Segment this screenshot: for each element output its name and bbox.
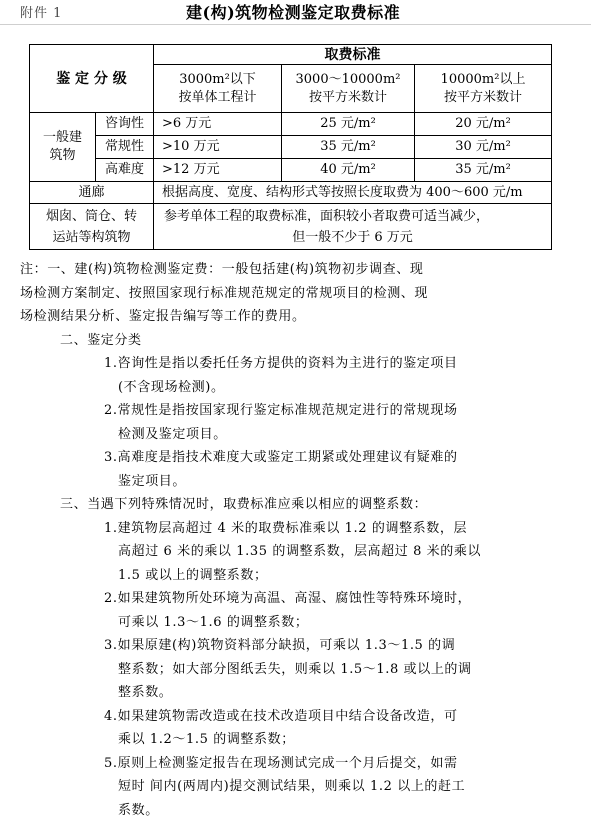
attachment-label: 附件 1	[20, 2, 62, 21]
row-routine-c2: 35 元/m²	[282, 136, 415, 159]
col2-header	[282, 65, 415, 113]
row-routine-c3: 30 元/m²	[415, 136, 552, 159]
note-3-item1-line2: 高超过 6 米的乘以 1.35 的调整系数，层高超过 8 米的乘以	[48, 540, 548, 564]
document-title: 建(构)筑物检测鉴定取费标准	[186, 0, 400, 23]
row-label-consult: 咨询性	[96, 113, 154, 136]
fee-standard-table	[29, 44, 552, 250]
note-2-item1-line1: 1.咨询性是指以委托任务方提供的资料为主进行的鉴定项目	[48, 352, 548, 376]
chimney-text-line1: 参考单体工程的取费标准，面积较小者取费可适当减少，	[156, 206, 549, 227]
col1-header-line1: 3000m²以下	[156, 71, 279, 89]
col2-header-line1: 3000～10000m²	[284, 71, 412, 89]
note-3-item4-line2: 乘以 1.2～1.5 的调整系数；	[48, 728, 548, 752]
col3-header-line2: 按平方米数计	[417, 89, 549, 107]
chimney-label	[30, 204, 154, 250]
note-3-title: 三、当遇下列特殊情况时，取费标准应乘以相应的调整系数：	[48, 493, 548, 517]
chimney-text-line2: 但一般不少于 6 万元	[156, 227, 549, 248]
note-2-title: 二、鉴定分类	[48, 329, 548, 353]
col3-header-line1: 10000m²以上	[417, 71, 549, 89]
note-2-item2-line2: 检测及鉴定项目。	[48, 423, 548, 447]
note-3-item4-line1: 4.如果建筑物需改造或在技术改造项目中结合设备改造，可	[48, 705, 548, 729]
col1-header	[154, 65, 282, 113]
note-3-item5-line1: 5.原则上检测鉴定报告在现场测试完成一个月后提交，如需	[48, 752, 548, 776]
note-3-item2-line1: 2.如果建筑物所处环境为高温、高湿、腐蚀性等特殊环境时，	[48, 587, 548, 611]
col3-header	[415, 65, 552, 113]
note-3-item2-line2: 可乘以 1.3～1.6 的调整系数；	[48, 611, 548, 635]
corridor-label: 通廊	[30, 182, 154, 204]
note-3-item1-line1: 1.建筑物层高超过 4 米的取费标准乘以 1.2 的调整系数，层	[48, 517, 548, 541]
chimney-text	[154, 204, 552, 250]
note-3-item5-line2: 短时 间内(两周内)提交测试结果，则乘以 1.2 以上的赶工	[48, 775, 548, 799]
row-consult-c1: >6 万元	[154, 113, 282, 136]
note-3-item3-line1: 3.如果原建(构)筑物资料部分缺损，可乘以 1.3～1.5 的调	[48, 634, 548, 658]
general-building-label: 一般建筑物	[30, 113, 96, 182]
note-2-item3-line1: 3.高难度是指技术难度大或鉴定工期紧或处理建议有疑难的	[48, 446, 548, 470]
fee-standard-header: 取费标准	[154, 45, 552, 65]
note-2-item1-line2: (不含现场检测)。	[48, 376, 548, 400]
note-3-item3-line3: 整系数。	[48, 681, 548, 705]
note-1-line2: 场检测方案制定、按照国家现行标准规范规定的常规项目的检测、现	[20, 282, 548, 306]
col2-header-line2: 按平方米数计	[284, 89, 412, 107]
chimney-label-line1: 烟囱、筒仓、转	[32, 206, 151, 227]
note-1-line1: 注：一、建(构)筑物检测鉴定费：一般包括建(构)筑物初步调查、现	[20, 258, 548, 282]
header-rule	[0, 24, 591, 25]
row-routine-c1: >10 万元	[154, 136, 282, 159]
row-consult-c3: 20 元/m²	[415, 113, 552, 136]
note-3-item5-line3: 系数。	[48, 799, 548, 822]
row-label-difficult: 高难度	[96, 159, 154, 182]
notes-section	[48, 258, 548, 822]
row-difficult-c3: 35 元/m²	[415, 159, 552, 182]
grade-header: 鉴 定 分 级	[30, 45, 154, 113]
note-2-item2-line1: 2.常规性是指按国家现行鉴定标准规范规定进行的常规现场	[48, 399, 548, 423]
corridor-text: 根据高度、宽度、结构形式等按照长度取费为 400～600 元/m	[154, 182, 552, 204]
chimney-label-line2: 运站等构筑物	[32, 227, 151, 248]
note-3-item1-line3: 1.5 或以上的调整系数；	[48, 564, 548, 588]
row-difficult-c1: >12 万元	[154, 159, 282, 182]
row-consult-c2: 25 元/m²	[282, 113, 415, 136]
note-3-item3-line2: 整系数；如大部分图纸丢失，则乘以 1.5～1.8 或以上的调	[48, 658, 548, 682]
note-2-item3-line2: 鉴定项目。	[48, 470, 548, 494]
note-1-line3: 场检测结果分析、鉴定报告编写等工作的费用。	[20, 305, 548, 329]
col1-header-line2: 按单体工程计	[156, 89, 279, 107]
row-difficult-c2: 40 元/m²	[282, 159, 415, 182]
row-label-routine: 常规性	[96, 136, 154, 159]
